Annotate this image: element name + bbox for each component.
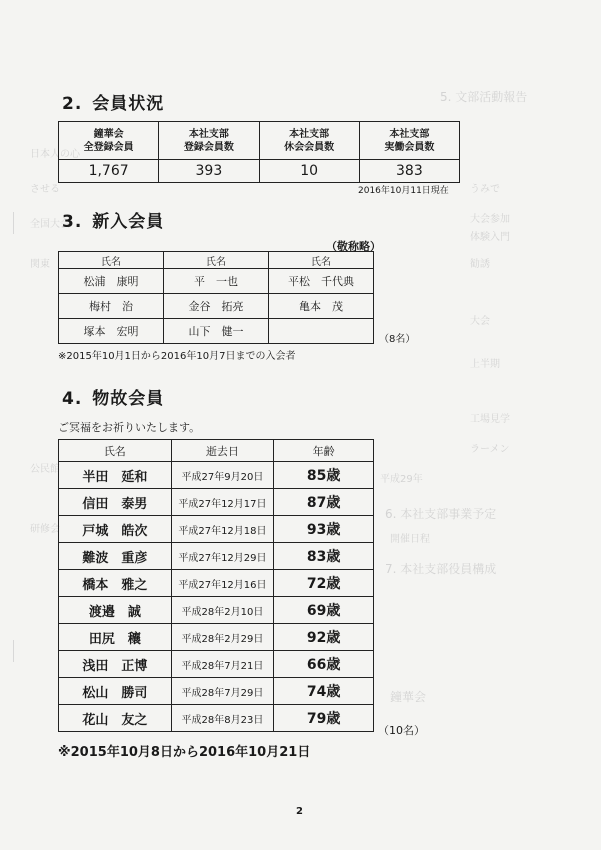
value-cell: 393 [159,160,259,183]
header-cell: 年齢 [274,440,374,462]
age: 92歳 [274,624,374,651]
age: 69歳 [274,597,374,624]
member-name: 戸城 皓次 [59,516,172,543]
value-cell: 10 [259,160,359,183]
date-of-death: 平成27年12月29日 [171,543,274,570]
member-name: 田尻 穰 [59,624,172,651]
date-of-death: 平成27年12月17日 [171,489,274,516]
bleed-text: 上半期 [470,359,500,370]
page-number: 2 [296,806,303,817]
header-cell: 鐘華会 全登録会員 [59,122,159,160]
new-member-period-note: ※2015年10月1日から2016年10月7日までの入会者 [58,351,296,362]
table-row [59,543,374,570]
header-cell: 本社支部 登録会員数 [159,122,259,160]
section-title: 新入会員 [92,212,165,232]
bleed-text: ラーメン [470,444,510,455]
member-name: 金谷 拓亮 [164,294,269,319]
age: 66歳 [274,651,374,678]
bleed-text: 研修会 [30,524,60,535]
bleed-text: 大会 [470,316,490,327]
bleed-text: 平成29年 [380,474,423,485]
section-number: 3. [62,212,83,232]
member-name: 松山 勝司 [59,678,172,705]
section-number: 2. [62,94,83,114]
section-2-heading [62,89,164,114]
header-cell: 本社支部 実働会員数 [359,122,459,160]
section-4-heading [62,384,164,409]
date-of-death: 平成28年7月29日 [171,678,274,705]
bleed-text: 関東 [30,259,50,270]
age: 85歳 [274,462,374,489]
bleed-text: 7. 本社支部役員構成 [385,562,497,576]
table-row [59,489,374,516]
section-title: 物故会員 [92,389,165,409]
bleed-text: 公民館 [30,464,60,475]
age: 93歳 [274,516,374,543]
deceased-period-note: ※2015年10月8日から2016年10月21日 [58,745,311,760]
age: 79歳 [274,705,374,732]
bleed-text: 日本人の心 [30,149,80,160]
membership-status-table [58,121,460,183]
table-row [59,651,374,678]
member-name: 花山 友之 [59,705,172,732]
member-name: 平松 千代典 [269,269,374,294]
member-name: 難波 重彦 [59,543,172,570]
date-of-death: 平成27年12月16日 [171,570,274,597]
header-cell: 氏名 [164,252,269,269]
header-cell: 氏名 [59,440,172,462]
header-cell: 氏名 [59,252,164,269]
bleed-text: させる [30,184,60,195]
bleed-text: 全国大会 [30,219,70,230]
as-of-date: 2016年10月11日現在 [358,186,449,196]
section-title: 会員状況 [92,94,165,114]
date-of-death: 平成28年7月21日 [171,651,274,678]
table-header-row [59,122,460,160]
table-header-row [59,440,374,462]
member-name: 半田 延和 [59,462,172,489]
member-name: 信田 泰男 [59,489,172,516]
date-of-death: 平成27年9月20日 [171,462,274,489]
age: 72歳 [274,570,374,597]
age: 74歳 [274,678,374,705]
deceased-member-count: （10名） [378,724,425,737]
bleed-text: 6. 本社支部事業予定 [385,507,497,521]
bleed-header: 5. 文部活動報告 [440,90,528,104]
date-of-death: 平成28年2月10日 [171,597,274,624]
binding-mark [13,640,19,662]
age: 87歳 [274,489,374,516]
member-name: 浅田 正博 [59,651,172,678]
bleed-text: 鐘華会 [390,690,427,704]
bleed-text: 大会参加 [470,214,510,225]
table-row [59,462,374,489]
table-row [59,570,374,597]
member-name: 松浦 康明 [59,269,164,294]
table-header-row [59,252,374,269]
honorific-note: （敬称略） [326,240,381,253]
member-name: 山下 健一 [164,319,269,344]
bleed-text: 勧誘 [470,259,490,270]
member-name: 亀本 茂 [269,294,374,319]
member-name: 平 一也 [164,269,269,294]
new-members-table [58,251,374,344]
table-row [59,319,374,344]
header-cell: 氏名 [269,252,374,269]
table-row [59,624,374,651]
header-cell: 本社支部 休会会員数 [259,122,359,160]
member-name: 塚本 宏明 [59,319,164,344]
condolence-text: ご冥福をお祈りいたします。 [58,421,201,434]
table-row [59,294,374,319]
table-row [59,160,460,183]
bleed-text: 開催日程 [390,534,430,545]
bleed-text: うみで [470,184,500,195]
deceased-members-table [58,439,374,732]
date-of-death: 平成28年8月23日 [171,705,274,732]
member-name [269,319,374,344]
table-row [59,678,374,705]
section-number: 4. [62,389,83,409]
member-name: 橋本 雅之 [59,570,172,597]
value-cell: 383 [359,160,459,183]
table-row [59,516,374,543]
section-3-heading [62,207,164,232]
bleed-text: 工場見学 [470,414,510,425]
date-of-death: 平成27年12月18日 [171,516,274,543]
age: 83歳 [274,543,374,570]
binding-mark [13,212,19,234]
table-row [59,269,374,294]
date-of-death: 平成28年2月29日 [171,624,274,651]
table-row [59,597,374,624]
table-row [59,705,374,732]
header-cell: 逝去日 [171,440,274,462]
bleed-text: 体験入門 [470,232,510,243]
member-name: 渡邉 誠 [59,597,172,624]
member-name: 梅村 治 [59,294,164,319]
new-member-count: （8名） [379,334,416,345]
value-cell: 1,767 [59,160,159,183]
